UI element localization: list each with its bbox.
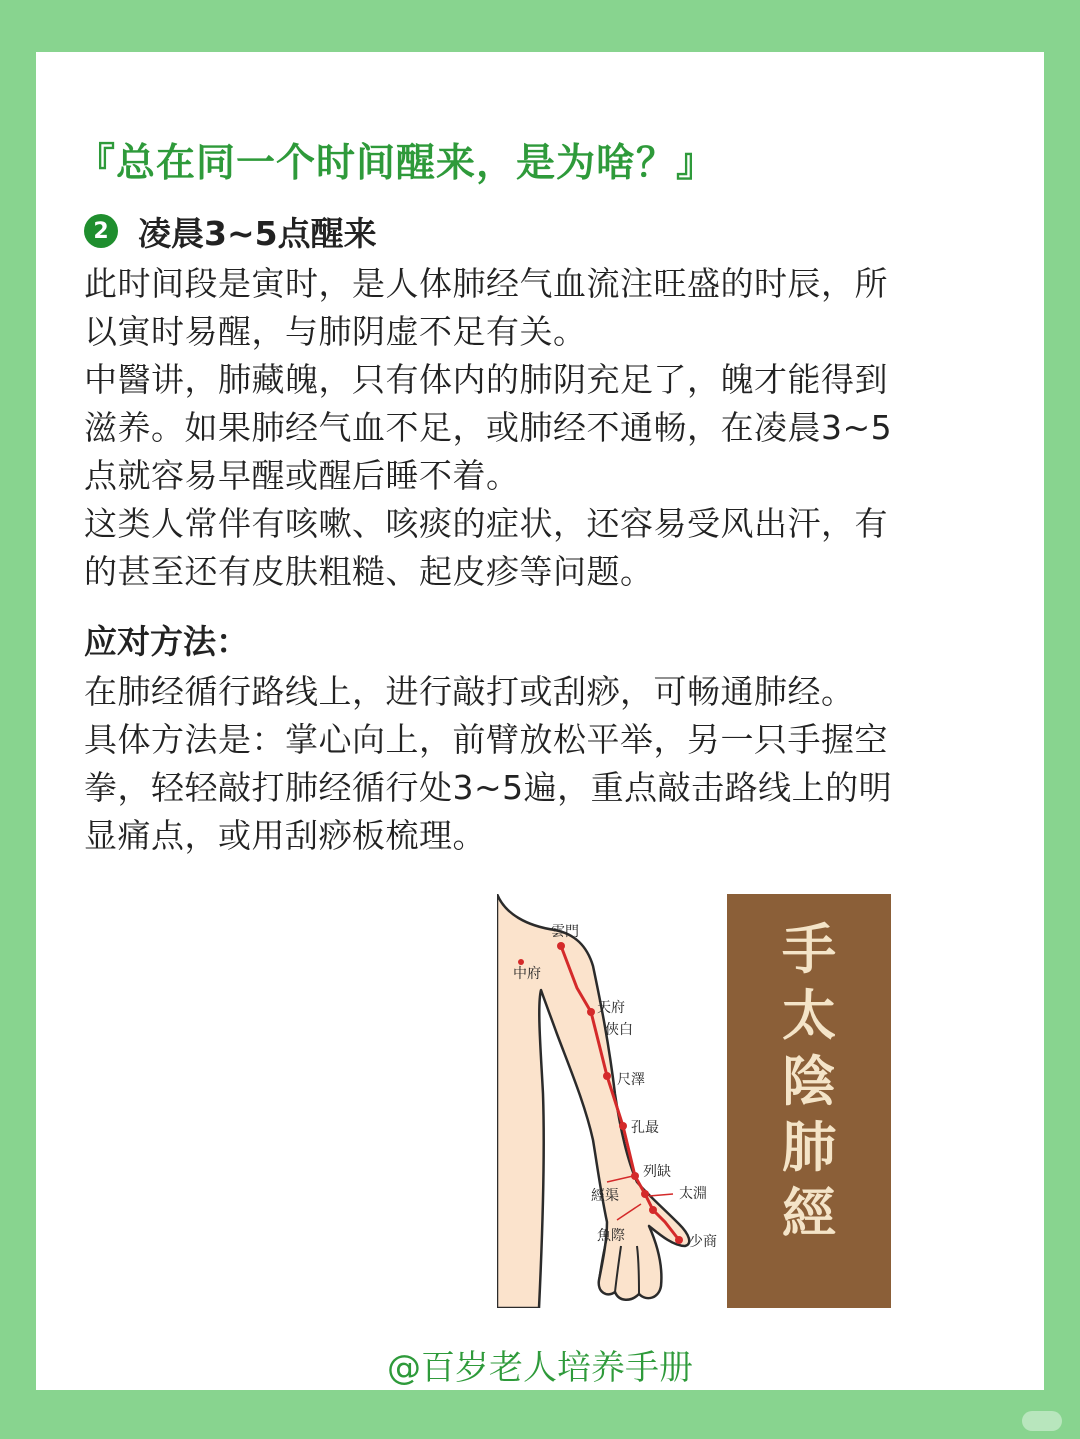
body-line: 具体方法是：掌心向上，前臂放松平举，另一只手握空 [84, 720, 888, 759]
acupoint-label: 少商 [689, 1233, 717, 1249]
acupoint-label: 俠白 [605, 1021, 633, 1037]
acupoint-dot [557, 942, 565, 950]
banner-char: 陰 [782, 1049, 836, 1113]
acupoint-dot [603, 1072, 611, 1080]
acupoint-dot [649, 1206, 657, 1214]
acupoint-label: 列缺 [643, 1163, 671, 1179]
banner-char: 太 [782, 983, 836, 1047]
body-line: 以寅时易醒，与肺阴虚不足有关。 [84, 312, 587, 351]
section-body [84, 260, 1004, 596]
acupoint-label: 太淵 [679, 1185, 707, 1201]
acupoint-label: 雲門 [551, 923, 579, 939]
page-title: 『总在同一个时间醒来，是为啥？』 [76, 141, 717, 186]
banner-char: 手 [782, 917, 836, 981]
acupoint-label: 魚際 [597, 1227, 625, 1243]
banner-char: 肺 [782, 1115, 836, 1179]
body-line: 显痛点，或用刮痧板梳理。 [84, 816, 486, 855]
body-line: 中醫讲，肺藏魄，只有体内的肺阴充足了，魄才能得到 [84, 360, 888, 399]
lung-meridian-figure [497, 894, 895, 1308]
section-number-badge: 2 [84, 214, 118, 248]
acupoint-label: 孔最 [631, 1119, 659, 1135]
body-line: 这类人常伴有咳嗽、咳痰的症状，还容易受风出汗，有 [84, 504, 888, 543]
acupoint-label: 中府 [513, 965, 541, 981]
acupoint-dot [587, 1008, 595, 1016]
banner-char: 經 [782, 1181, 836, 1245]
body-line: 拳，轻轻敲打肺经循行处3~5遍，重点敲击路线上的明 [84, 768, 893, 807]
acupoint-dot [675, 1236, 683, 1244]
method-body [84, 668, 1004, 860]
acupoint-label: 尺澤 [617, 1071, 645, 1087]
body-line: 点就容易早醒或醒后睡不着。 [84, 456, 520, 495]
arm-illustration [497, 894, 895, 1308]
body-line: 在肺经循行路线上，进行敲打或刮痧，可畅通肺经。 [84, 672, 855, 711]
body-line: 滋养。如果肺经气血不足，或肺经不通畅，在凌晨3~5 [84, 408, 893, 447]
watermark-badge [1022, 1411, 1062, 1431]
acupoint-label: 經渠 [591, 1187, 619, 1203]
body-line: 此时间段是寅时，是人体肺经气血流注旺盛的时辰，所 [84, 264, 888, 303]
section-title: 凌晨3~5点醒来 [138, 213, 377, 253]
body-line: 的甚至还有皮肤粗糙、起皮疹等问题。 [84, 552, 654, 591]
section-heading [84, 208, 377, 254]
acupoint-dot [619, 1122, 627, 1130]
method-heading: 应对方法： [84, 622, 249, 661]
footer-handle: @百岁老人培养手册 [387, 1348, 693, 1388]
acupoint-dot [641, 1190, 649, 1198]
acupoint-label: 天府 [597, 999, 625, 1015]
